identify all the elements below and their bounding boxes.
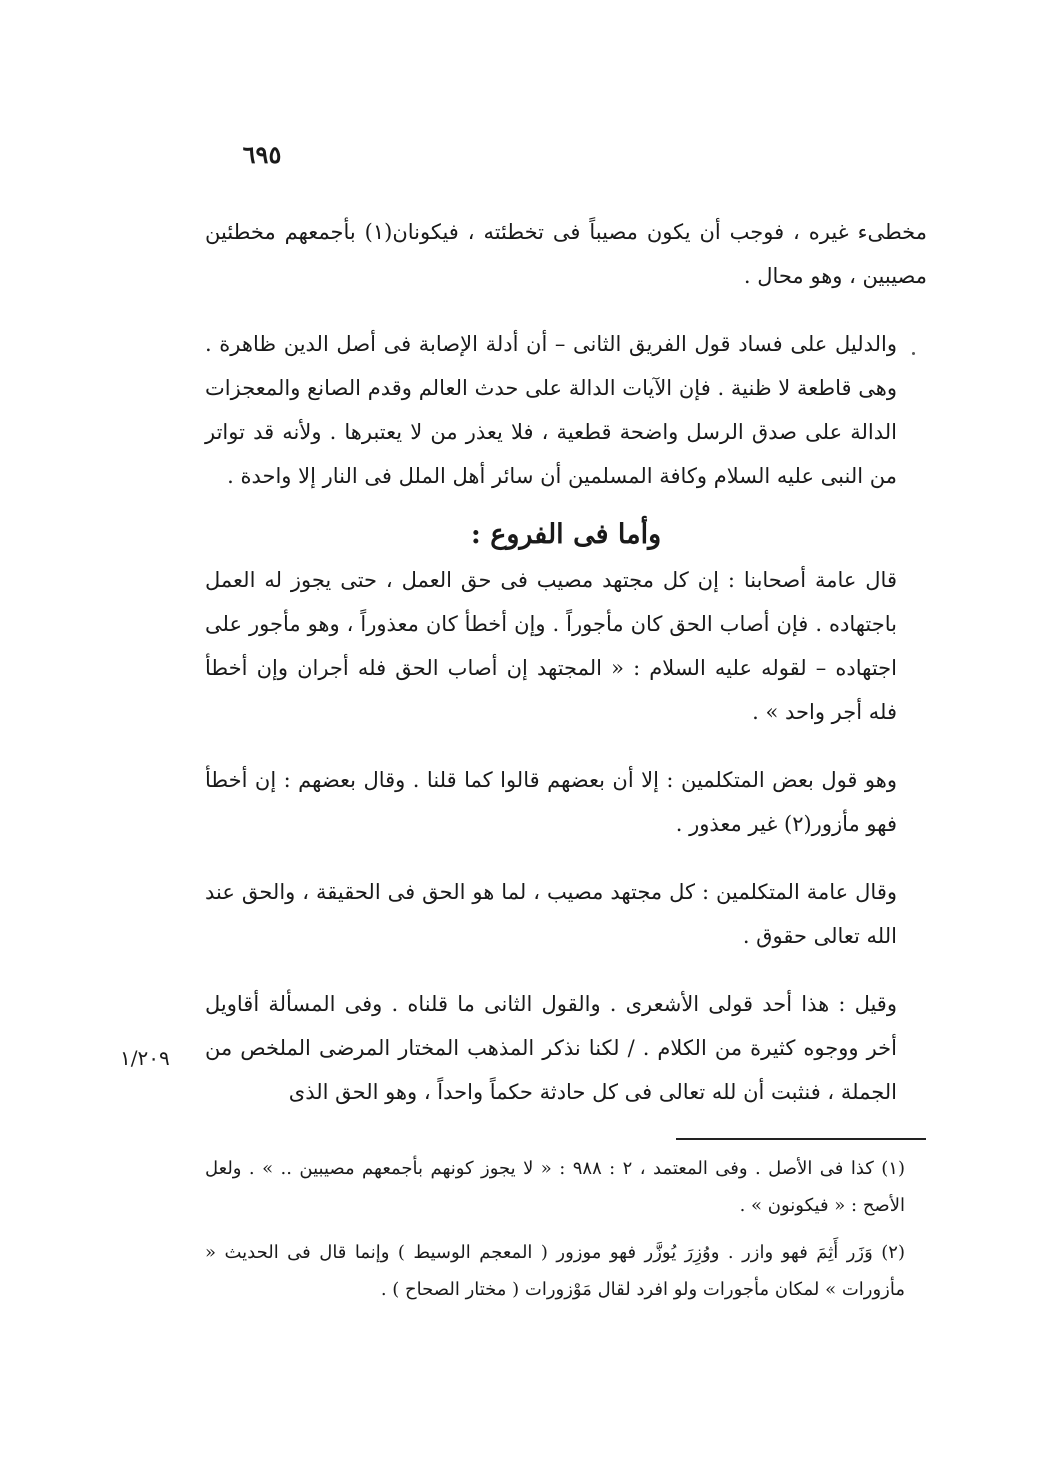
paragraph-1: مخطىء غيره ، فوجب أن يكون مصيباً فى تخطئته ، فيكونان(١) بأجمعهم مخطئين مصيبين ، وهو محال . bbox=[205, 220, 927, 288]
footnote-1: (١) كذا فى الأصل . وفى المعتمد ، ٢ : ٩٨٨ : « لا يجوز كونهم بأجمعهم مصيبين .. » . ولعل الأصح : « فيكونون » . bbox=[205, 1158, 905, 1216]
main-text bbox=[205, 210, 927, 1114]
footnote-divider bbox=[676, 1138, 926, 1140]
paragraph-5: وقال عامة المتكلمين : كل مجتهد مصيب ، لما هو الحق فى الحقيقة ، والحق عند الله تعالى حقوق . bbox=[205, 880, 897, 948]
margin-folio-note: ١/٢٠٩ bbox=[120, 1046, 170, 1070]
paragraph-2: والدليل على فساد قول الفريق الثانى – أن أدلة الإصابة فى أصل الدين ظاهرة . وهى قاطعة لا ظنية . فإن الآيات الدالة على حدث العالم وقدم الصانع والمعجزات الدالة على صدق الرسل واضحة قطعية ، فلا يعذر من لا يعتبرها . ولأنه قد تواتر من النبى عليه السلام وكافة المسلمين أن سائر أهل الملل فى النار إلا واحدة . bbox=[205, 332, 897, 488]
page-number: ٦٩٥ bbox=[242, 140, 282, 169]
footnote-2: (٢) وَزَر أَثِمَ فهو وازر . ووُزِرَ يُوزَّر فهو موزور ( المعجم الوسيط ) وإنما قال فى الحديث « مأزورات » لمكان مأجورات ولو افرد لقال مَوْزورات ( مختار الصحاح ) . bbox=[205, 1242, 905, 1300]
paragraph-3: قال عامة أصحابنا : إن كل مجتهد مصيب فى حق العمل ، حتى يجوز له العمل باجتهاده . فإن أصاب الحق كان مأجوراً . وإن أخطأ كان معذوراً ، وهو مأجور على اجتهاده – لقوله عليه السلام : « المجتهد إن أصاب الحق فله أجران وإن أخطأ فله أجر واحد » . bbox=[205, 568, 897, 724]
paragraph-6: وقيل : هذا أحد قولى الأشعرى . والقول الثانى ما قلناه . وفى المسألة أقاويل أخر ووجوه كثيرة من الكلام . / لكنا نذكر المذهب المختار المرضى الملخص من الجملة ، فنثبت أن لله تعالى فى كل حادثة حكماً واحداً ، وهو الحق الذى bbox=[205, 992, 897, 1104]
paragraph-4: وهو قول بعض المتكلمين : إلا أن بعضهم قالوا كما قلنا . وقال بعضهم : إن أخطأ فهو مأزور(٢) غير معذور . bbox=[205, 768, 897, 836]
footnotes bbox=[205, 1150, 927, 1318]
section-heading: وأما فى الفروع : bbox=[470, 519, 662, 550]
